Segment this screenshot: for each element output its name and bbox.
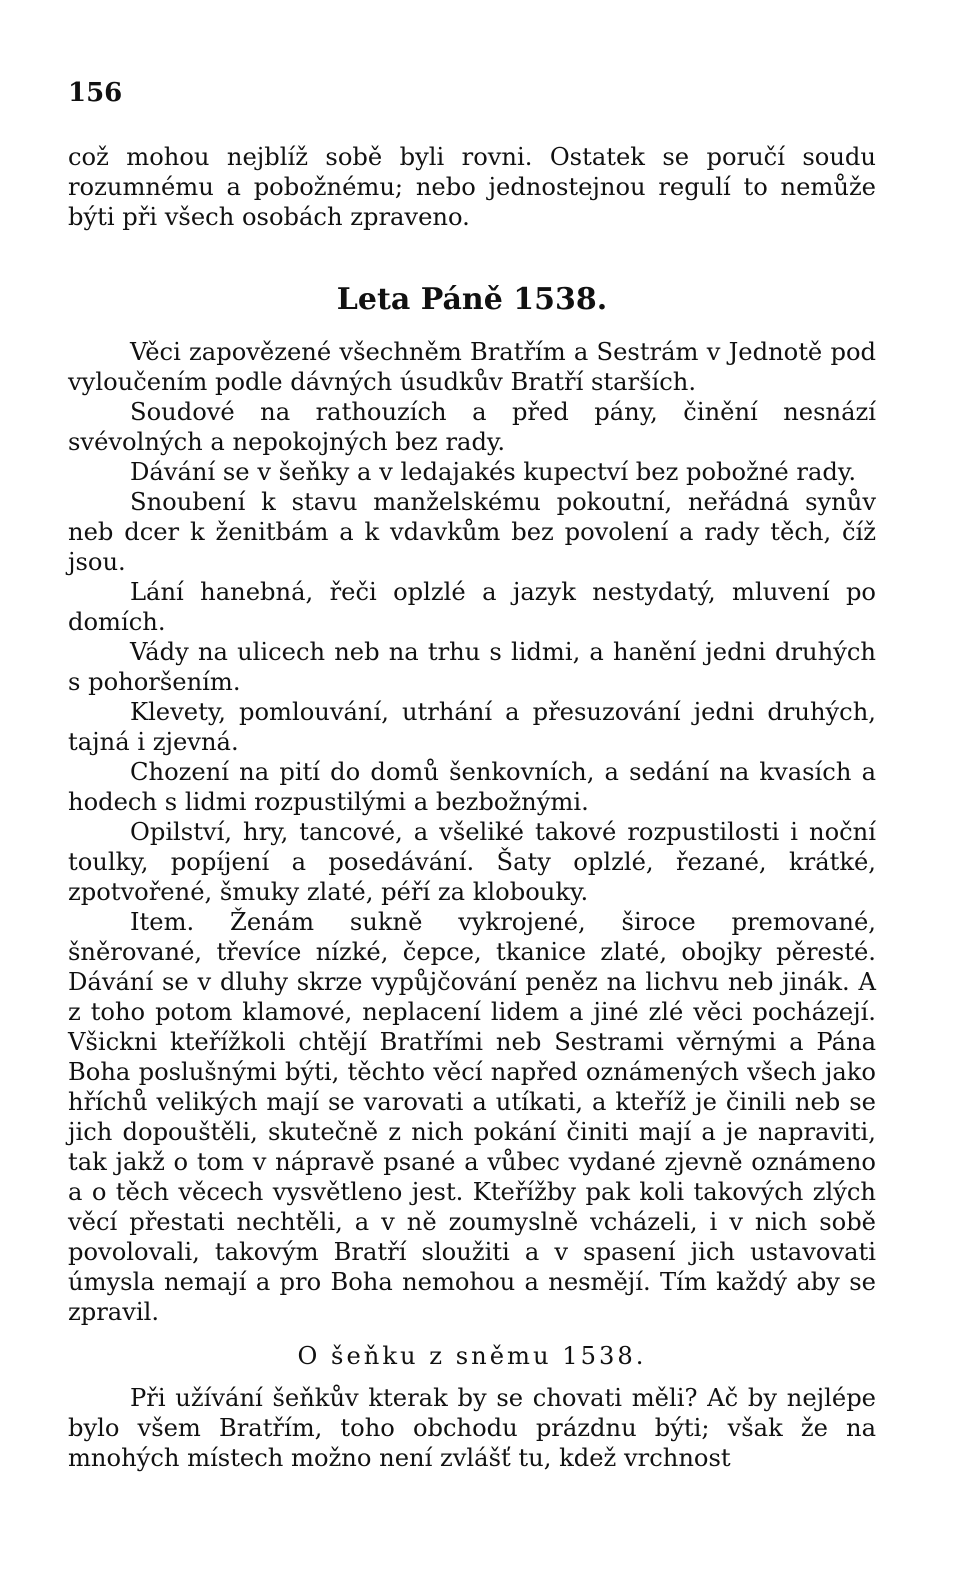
list-item: Klevety, pomlouvání, utrhání a přesuzování jedni druhých, tajná i zjevná. — [68, 698, 876, 756]
final-paragraph: Při užívání šeňkův kterak by se chovati měli? Ač by nejlépe bylo všem Bratřím, toho obchodu prázdnu býti; však že na mnohých místech možno není zvlášť tu, kdež vrchnost — [68, 1384, 876, 1472]
list-item: Věci zapovězené všechněm Bratřím a Sestrám v Jednotě pod vyloučením podle dávných úsudkův Bratří starších. — [68, 338, 876, 396]
list-item: Item. Ženám sukně vykrojené, široce premované, šněrované, třevíce nízké, čepce, tkanice zlaté, obojky pěresté. Dávání se v dluhy skrze vypůjčování peněz na lichvu neb jinák. A z toho potom klamové, neplacení lidem a jiné zlé věci pocházejí. Všickni kteřížkoli chtějí Bratřími neb Sestrami věrnými a Pána Boha poslušnými býti, těchto věcí napřed oznámených všech jako hříchů velikých mají se varovati a utíkati, a kteříž je činili neb se jich dopouštěli, skutečně z nich pokání činiti mají a je napraviti, tak jakž o tom v nápravě psané a vůbec vydané zjevně oznámeno a o těch věcech vysvětleno jest. Kteřížby pak koli takových zlých věcí přestati nechtěli, a v ně zoumyslně vcházeli, i v nich sobě povolovali, takovým Bratří sloužiti a v spasení jich ustavovati úmysla nemají a pro Boha nemohou a nesmějí. Tím každý aby se zpravil. — [68, 908, 876, 1326]
list-item: Lání hanebná, řeči oplzlé a jazyk nestydatý, mluvení po domích. — [68, 578, 876, 636]
list-item: Chození na pití do domů šenkovních, a sedání na kvasích a hodech s lidmi rozpustilými a bezbožnými. — [68, 758, 876, 816]
list-item: Soudové na rathouzích a před pány, činění nesnází svévolných a nepokojných bez rady. — [68, 398, 876, 456]
list-item: Dávání se v šeňky a v ledajakés kupectví bez pobožné rady. — [130, 458, 857, 486]
intro-paragraph: což mohou nejblíž sobě byli rovni. Ostatek se poručí soudu rozumnému a pobožnému; nebo jednostejnou regulí to nemůže býti při všech osobách zpraveno. — [68, 143, 876, 231]
list-item: Snoubení k stavu manželskému pokoutní, neřádná synův neb dcer k ženitbám a k vdavkům bez povolení a rady těch, číž jsou. — [68, 488, 876, 576]
prohibited-items-list — [68, 337, 876, 1327]
page-number: 156 — [68, 78, 123, 108]
book-page — [68, 78, 876, 1473]
list-item: Vády na ulicech neb na trhu s lidmi, a hanění jedni druhých s pohoršením. — [68, 638, 876, 696]
subheading: O šeňku z sněmu 1538. — [297, 1342, 647, 1370]
list-item: Opilství, hry, tancové, a všeliké takové rozpustilosti i noční toulky, popíjení a posedávání. Šaty oplzlé, řezané, krátké, zpotvořené, šmuky zlaté, péří za klobouky. — [68, 818, 876, 906]
section-title: Leta Páně 1538. — [336, 282, 608, 317]
